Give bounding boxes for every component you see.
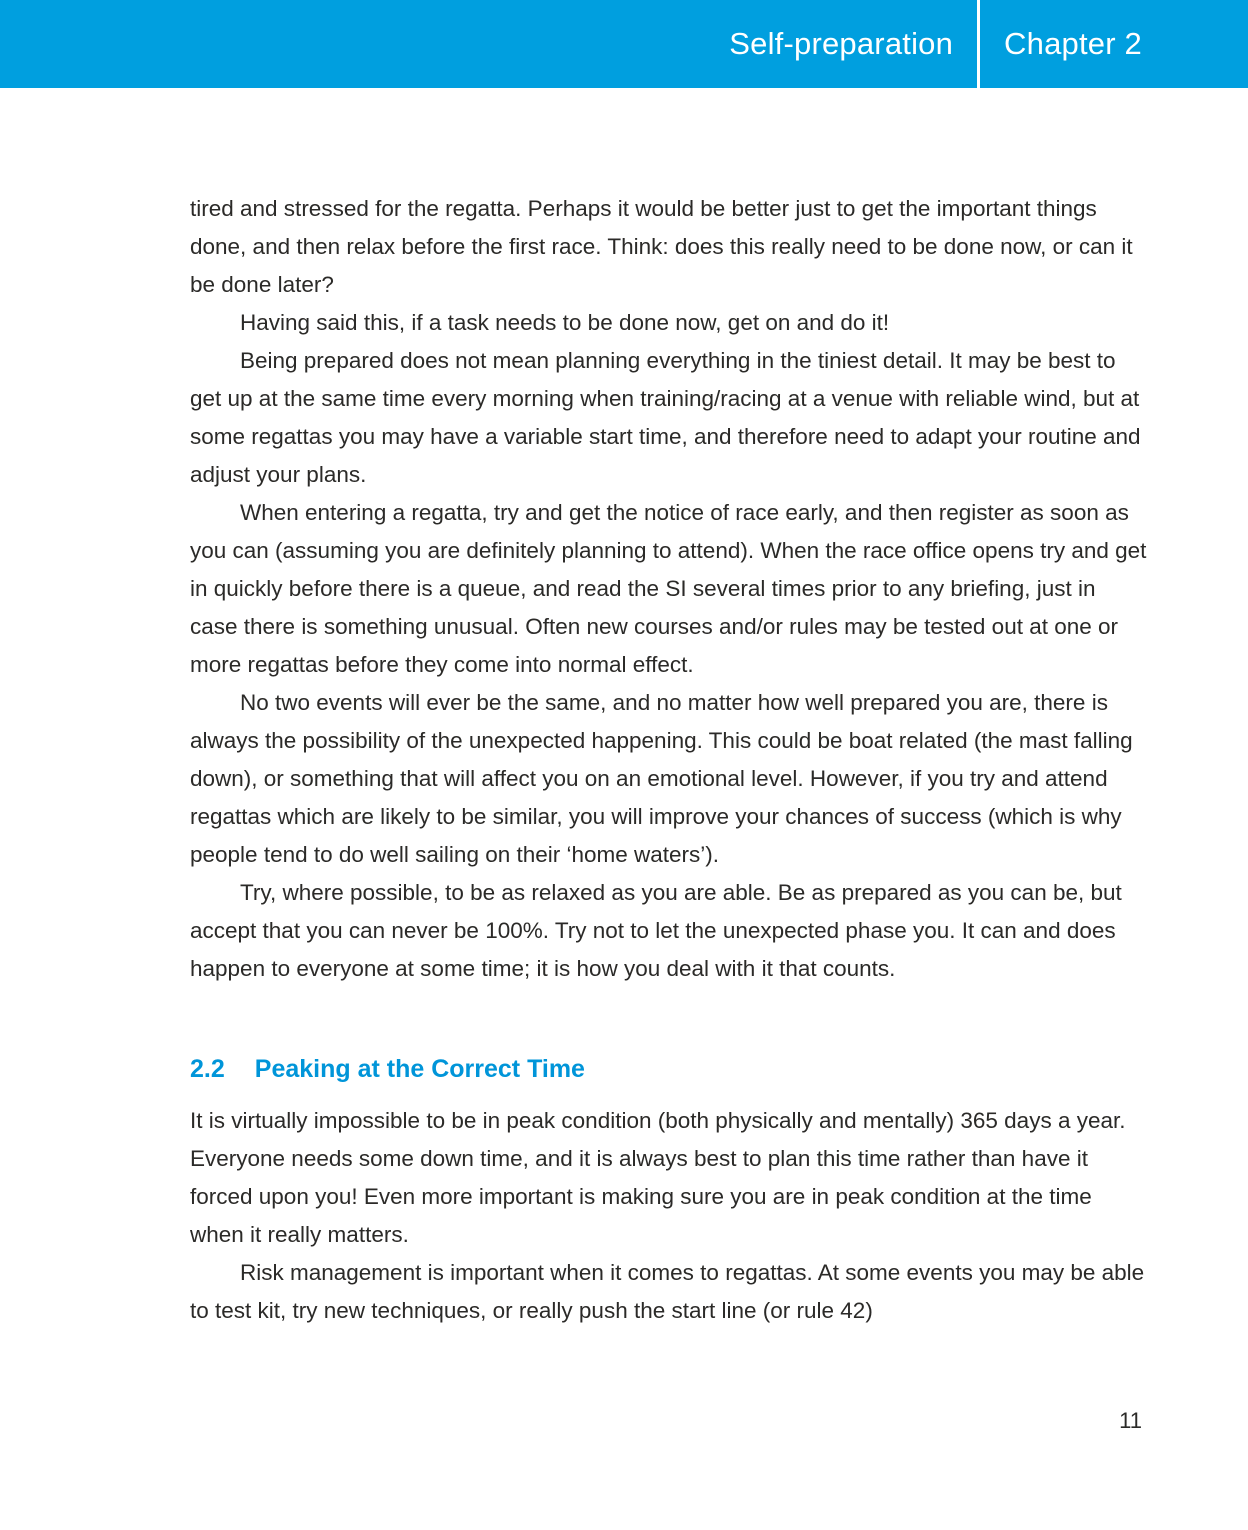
section-number: 2.2: [190, 1055, 225, 1083]
body-paragraph: Try, where possible, to be as relaxed as you are able. Be as prepared as you can be, but accept that you can never be 100%. Try not to let the unexpected phase you. It can and does happen to everyone at some time; it is how you deal with it that counts.: [190, 880, 1122, 981]
page-number: 11: [1119, 1408, 1142, 1433]
body-paragraph: It is virtually impossible to be in peak condition (both physically and mentally) 365 days a year. Everyone needs some down time, and it is always best to plan this time rather than have it forced upon you! Even more important is making sure you are in peak condition at the time when it really matters.: [190, 1108, 1126, 1247]
header-chapter-label: Chapter 2: [1004, 26, 1142, 61]
chapter-header-bar: [0, 0, 1248, 88]
header-divider: [977, 0, 980, 88]
body-paragraph: Risk management is important when it comes to regattas. At some events you may be able to test kit, try new techniques, or really push the start line (or rule 42): [190, 1260, 1145, 1323]
section-title: Peaking at the Correct Time: [254, 1055, 585, 1083]
section-heading: [190, 1054, 1148, 1084]
body-paragraph: Being prepared does not mean planning everything in the tiniest detail. It may be best to get up at the same time every morning when training/racing at a venue with reliable wind, but at some regattas you may have a variable start time, and therefore need to adapt your routine and adjust your plans.: [190, 348, 1141, 487]
body-paragraph: No two events will ever be the same, and no matter how well prepared you are, there is always the possibility of the unexpected happening. This could be boat related (the mast falling down), or something that will affect you on an emotional level. However, if you try and attend regattas which are likely to be similar, you will improve your chances of success (which is why people tend to do well sailing on their ‘home waters’).: [190, 690, 1133, 867]
page-content: [190, 190, 1148, 1330]
body-paragraph: When entering a regatta, try and get the notice of race early, and then register as soon as you can (assuming you are definitely planning to attend). When the race office opens try and get in quickly before there is a queue, and read the SI several times prior to any briefing, just in case there is something unusual. Often new courses and/or rules may be tested out at one or more regattas before they come into normal effect.: [190, 500, 1147, 677]
header-section-title: Self-preparation: [729, 26, 954, 61]
body-paragraph: tired and stressed for the regatta. Perhaps it would be better just to get the important things done, and then relax before the first race. Think: does this really need to be done now, or can it be done later?: [190, 196, 1133, 297]
body-paragraph: Having said this, if a task needs to be done now, get on and do it!: [240, 310, 890, 335]
